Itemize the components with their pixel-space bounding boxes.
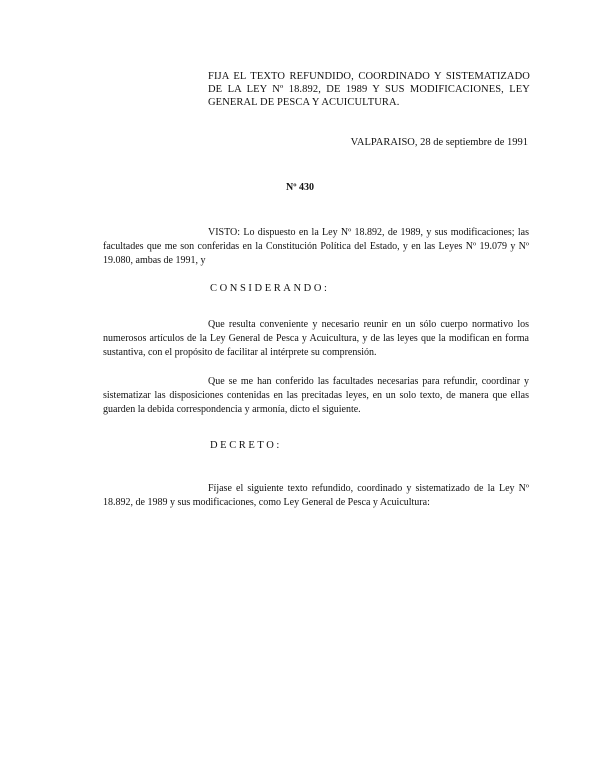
considerando-paragraph-1: Que resulta conveniente y necesario reunir en un sólo cuerpo normativo los numerosos artículos de la Ley General de Pesca y Acuicultura, y de las leyes que la modifican en forma sustantiva, con el propósito de facilitar al intérprete su comprensión. — [103, 319, 529, 358]
decree-number: Nº 430 — [285, 182, 315, 193]
visto-paragraph: VISTO: Lo dispuesto en la Ley Nº 18.892, de 1989, y sus modificaciones; las facultades que me son conferidas en la Constitución Política del Estado, y en las Leyes Nº 19.079 y Nº 19.080, ambas de 1991, y — [103, 227, 529, 266]
document-title: FIJA EL TEXTO REFUNDIDO, COORDINADO Y SISTEMATIZADO DE LA LEY Nº 18.892, DE 1989 Y SUS MODIFICACIONES, LEY GENERAL DE PESCA Y ACUICULTURA. — [208, 71, 530, 108]
date-line: VALPARAISO, 28 de septiembre de 1991 — [350, 137, 528, 148]
considerando-heading: CONSIDERANDO: — [210, 283, 330, 294]
decreto-paragraph: Fíjase el siguiente texto refundido, coordinado y sistematizado de la Ley Nº 18.892, de 1989 y sus modificaciones, como Ley General de Pesca y Acuicultura: — [103, 483, 529, 508]
considerando-paragraph-2: Que se me han conferido las facultades necesarias para refundir, coordinar y sistematizar las disposiciones contenidas en las precitadas leyes, en un solo texto, de manera que ellas guarden la debida correspondencia y armonía, dicto el siguiente. — [103, 376, 529, 415]
decreto-heading: DECRETO: — [210, 440, 282, 451]
